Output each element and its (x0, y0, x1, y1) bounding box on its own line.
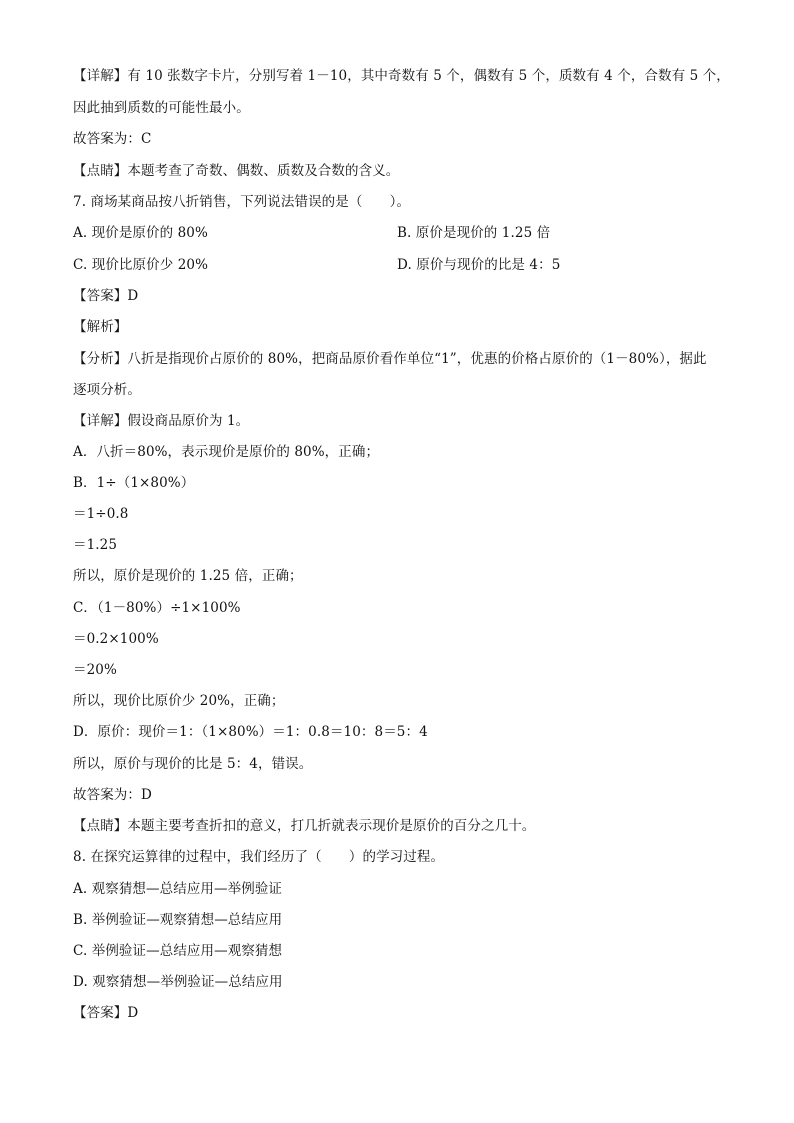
analysis-q7-line2: 逐项分析。 (73, 382, 141, 398)
answer-summary-q6: 故答案为：C (73, 131, 152, 147)
question-7-option-d: D. 原价与现价的比是 4：5 (397, 257, 561, 273)
question-7-option-c: C. 现价比原价少 20% (73, 257, 209, 273)
analysis-q7-line1: 【分析】八折是指现价占原价的 80%，把商品原价看作单位“1”，优惠的价格占原价的（1－80%），据此 (73, 351, 707, 367)
comment-q6: 【点睛】本题考查了奇数、偶数、质数及合数的含义。 (73, 163, 400, 179)
detail-q7-c-conclusion: 所以，现价比原价少 20%，正确； (73, 693, 285, 709)
detail-q7-a: A．八折＝80%，表示现价是原价的 80%，正确； (73, 444, 380, 460)
detail-q7-intro: 【详解】假设商品原价为 1。 (73, 413, 250, 429)
detail-q7-b-conclusion: 所以，原价是现价的 1.25 倍，正确； (73, 568, 303, 584)
question-8-option-c: C. 举例验证—总结应用—观察猜想 (73, 943, 283, 959)
answer-summary-q7: 故答案为：D (73, 787, 152, 803)
detail-q7-b-step3: ＝1.25 (73, 537, 118, 553)
detail-q7-d-step: D．原价：现价＝1：（1×80%）＝1：0.8＝10：8＝5：4 (73, 724, 428, 740)
question-7-option-b: B. 原价是现价的 1.25 倍 (397, 225, 551, 241)
detail-q7-b-step2: ＝1÷0.8 (73, 506, 129, 522)
detail-q7-c-step1: C．（1－80%）÷1×100% (73, 600, 241, 616)
answer-q8: 【答案】D (73, 1005, 139, 1021)
question-7: 7. 商场某商品按八折销售，下列说法错误的是（ ）。 (73, 194, 411, 210)
detail-explanation-q6-line2: 因此抽到质数的可能性最小。 (73, 100, 250, 116)
detail-q7-b-step1: B．1÷（1×80%） (73, 475, 195, 491)
comment-q7: 【点睛】本题主要考查折扣的意义，打几折就表示现价是原价的百分之几十。 (73, 818, 536, 834)
analysis-heading-q7: 【解析】 (73, 319, 128, 335)
detail-q7-c-step3: ＝20% (73, 662, 117, 678)
question-7-option-a: A. 现价是原价的 80% (73, 225, 208, 241)
question-8-option-b: B. 举例验证—观察猜想—总结应用 (73, 912, 283, 928)
detail-q7-d-conclusion: 所以，原价与现价的比是 5：4，错误。 (73, 756, 313, 772)
detail-explanation-q6-line1: 【详解】有 10 张数字卡片，分别写着 1－10，其中奇数有 5 个，偶数有 5 个，质数有 4 个，合数有 5 个， (73, 68, 730, 84)
question-8-option-d: D. 观察猜想—举例验证—总结应用 (73, 974, 283, 990)
answer-q7: 【答案】D (73, 288, 139, 304)
detail-q7-c-step2: ＝0.2×100% (73, 631, 159, 647)
question-8-option-a: A. 观察猜想—总结应用—举例验证 (73, 881, 283, 897)
question-8: 8. 在探究运算律的过程中，我们经历了（ ）的学习过程。 (73, 849, 445, 865)
